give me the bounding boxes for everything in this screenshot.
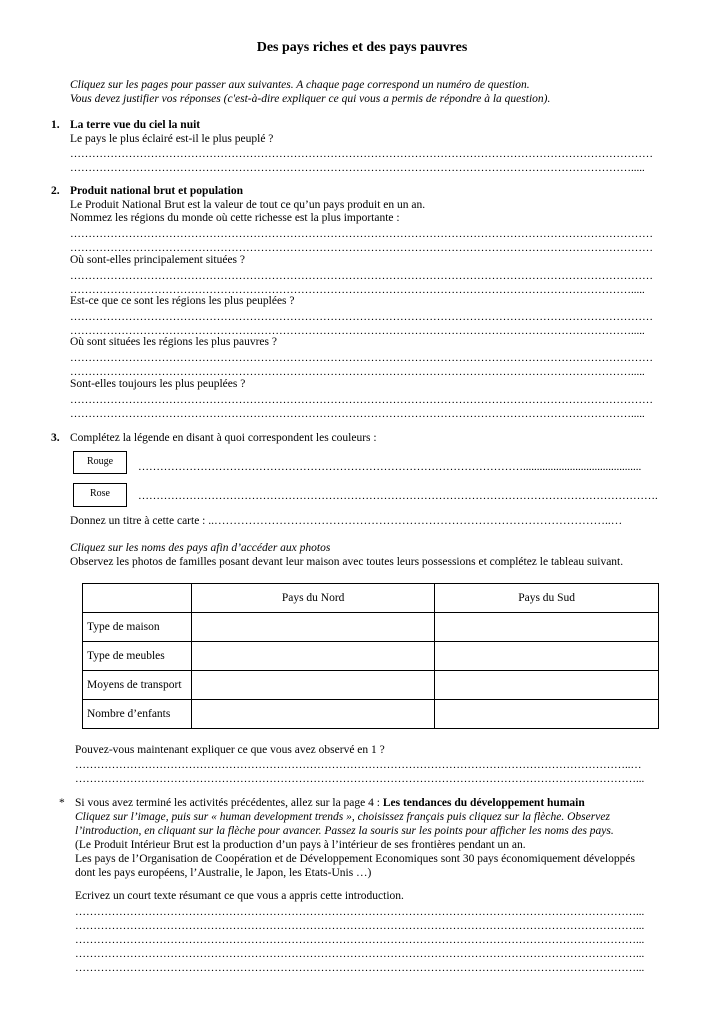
table-header-row	[83, 584, 659, 613]
q2-question-d: Sont-elles toujours les plus peuplées ?	[70, 378, 246, 390]
answer-line[interactable]: ……………………………………………………………………………………………………………………………………….....	[70, 284, 645, 296]
explain-question: Pouvez-vous maintenant expliquer ce que vous avez observé en 1 ?	[75, 744, 385, 756]
answer-line[interactable]: ………………………………………………………………………………………………………………………………………...	[75, 948, 645, 960]
q2-question-c: Où sont situées les régions les plus pauvres ?	[70, 336, 277, 348]
bonus-line-1-text: Si vous avez terminé les activités précédentes, allez sur la page 4 :	[75, 797, 383, 809]
answer-line[interactable]: ……………………………………………………………………………………………………………………………………….....	[70, 325, 645, 337]
photos-text: Observez les photos de familles posant devant leur maison avec toutes leurs possessions et complétez le tableau suivant.	[70, 556, 624, 568]
photos-instruction: Cliquez sur les noms des pays afin d’accéder aux photos	[70, 542, 331, 554]
q2-line-2: Nommez les régions du monde où cette richesse est la plus importante :	[70, 212, 400, 224]
answer-cell[interactable]	[192, 613, 435, 642]
answer-line[interactable]: ……………………………………………………………………………………………………………………………………….....	[70, 408, 645, 420]
bonus-star: *	[59, 797, 65, 809]
map-title-prompt[interactable]: Donnez un titre à cette carte : ..…………………………………………………………………………………………..…	[70, 515, 623, 527]
answer-cell[interactable]	[192, 700, 435, 729]
row-label: Type de maison	[83, 613, 192, 642]
table-row	[83, 642, 659, 671]
answer-line[interactable]: ……………………………………………………………………………………………………………………………………………	[70, 352, 653, 364]
intro-line-1: Cliquez sur les pages pour passer aux suivantes. A chaque page correspond un numéro de question.	[70, 79, 530, 91]
page-title: Des pays riches et des pays pauvres	[256, 40, 468, 55]
row-label: Type de meubles	[83, 642, 192, 671]
answer-line[interactable]: ………………………………………………………………………………………………………………………………………...	[75, 934, 645, 946]
bonus-line-1	[75, 796, 585, 810]
answer-line[interactable]: ……………………………………………………………………………………………………………………………………….....	[70, 162, 645, 174]
q2-number: 2.	[51, 185, 60, 197]
answer-line[interactable]: ……………………………………………………………………………………………………………………………………….....	[70, 366, 645, 378]
comparison-table	[82, 583, 659, 729]
answer-line[interactable]: ………………………………………………………………………………………………………………………………………...	[75, 906, 645, 918]
q1-question: Le pays le plus éclairé est-il le plus peuplé ?	[70, 133, 274, 145]
legend-box-rose: Rose	[73, 483, 127, 507]
answer-cell[interactable]	[192, 642, 435, 671]
answer-line[interactable]: ………………………………………………………………………………………………………………………………………...	[75, 773, 645, 785]
answer-line[interactable]: ……………………………………………………………………………………………………………………………………………	[70, 228, 653, 240]
row-label: Moyens de transport	[83, 671, 192, 700]
answer-line[interactable]: ……………………………………………………………………………………………...........................................	[138, 461, 642, 473]
answer-line[interactable]: …………………………………………………………………………………………………………………………….	[138, 490, 658, 502]
q2-question-a: Où sont-elles principalement situées ?	[70, 254, 246, 266]
table-row	[83, 613, 659, 642]
intro-line-2: Vous devez justifier vos réponses (c'est-à-dire expliquer ce qui vous a permis de répondre à la question).	[70, 93, 551, 105]
legend-box-rouge: Rouge	[73, 451, 127, 474]
answer-line[interactable]: ……………………………………………………………………………………………………………………………………………	[70, 270, 653, 282]
q3-number: 3.	[51, 432, 60, 444]
col-header-south: Pays du Sud	[435, 584, 659, 613]
q2-question-b: Est-ce que ce sont les régions les plus peuplées ?	[70, 295, 295, 307]
table-corner-cell	[83, 584, 192, 613]
answer-cell[interactable]	[192, 671, 435, 700]
bonus-line-3: l’introduction, en cliquant sur la flèche pour avancer. Passez la souris sur les points pour afficher les noms des pays.	[75, 825, 614, 837]
bonus-line-4: (Le Produit Intérieur Brut est la production d’un pays à l’intérieur de ses frontières pendant un an.	[75, 839, 526, 851]
answer-line[interactable]: ………………………………………………………………………………………………………………………………………...	[75, 962, 645, 974]
table-row	[83, 700, 659, 729]
bonus-link-title[interactable]: Les tendances du développement humain	[382, 797, 585, 809]
table-row	[83, 671, 659, 700]
answer-cell[interactable]	[435, 671, 659, 700]
q3-text: Complétez la légende en disant à quoi correspondent les couleurs :	[70, 432, 377, 444]
answer-cell[interactable]	[435, 642, 659, 671]
answer-line[interactable]: ……………………………………………………………………………………………………………………………………………	[70, 242, 653, 254]
q1-heading: La terre vue du ciel la nuit	[70, 119, 201, 131]
answer-cell[interactable]	[435, 613, 659, 642]
q1-number: 1.	[51, 119, 60, 131]
answer-cell[interactable]	[435, 700, 659, 729]
summary-prompt: Ecrivez un court texte résumant ce que vous a appris cette introduction.	[75, 890, 404, 902]
bonus-line-6: dont les pays européens, l’Australie, le Japon, les Etats-Unis …)	[75, 867, 372, 879]
answer-line[interactable]: ……………………………………………………………………………………………………………………………………..…	[75, 759, 642, 771]
answer-line[interactable]: ……………………………………………………………………………………………………………………………………………	[70, 311, 653, 323]
row-label: Nombre d’enfants	[83, 700, 192, 729]
q2-line-1: Le Produit National Brut est la valeur de tout ce qu’un pays produit en un an.	[70, 199, 426, 211]
bonus-line-5: Les pays de l’Organisation de Coopération et de Développement Economiques sont 30 pays économiquement développés	[75, 853, 635, 865]
answer-line[interactable]: ……………………………………………………………………………………………………………………………………………	[70, 148, 653, 160]
col-header-north: Pays du Nord	[192, 584, 435, 613]
q2-heading: Produit national brut et population	[70, 185, 243, 197]
answer-line[interactable]: ……………………………………………………………………………………………………………………………………………	[70, 394, 653, 406]
answer-line[interactable]: ………………………………………………………………………………………………………………………………………...	[75, 920, 645, 932]
bonus-line-2: Cliquez sur l’image, puis sur « human development trends », choisissez français puis cliquez sur la flèche. Observez	[75, 811, 610, 823]
